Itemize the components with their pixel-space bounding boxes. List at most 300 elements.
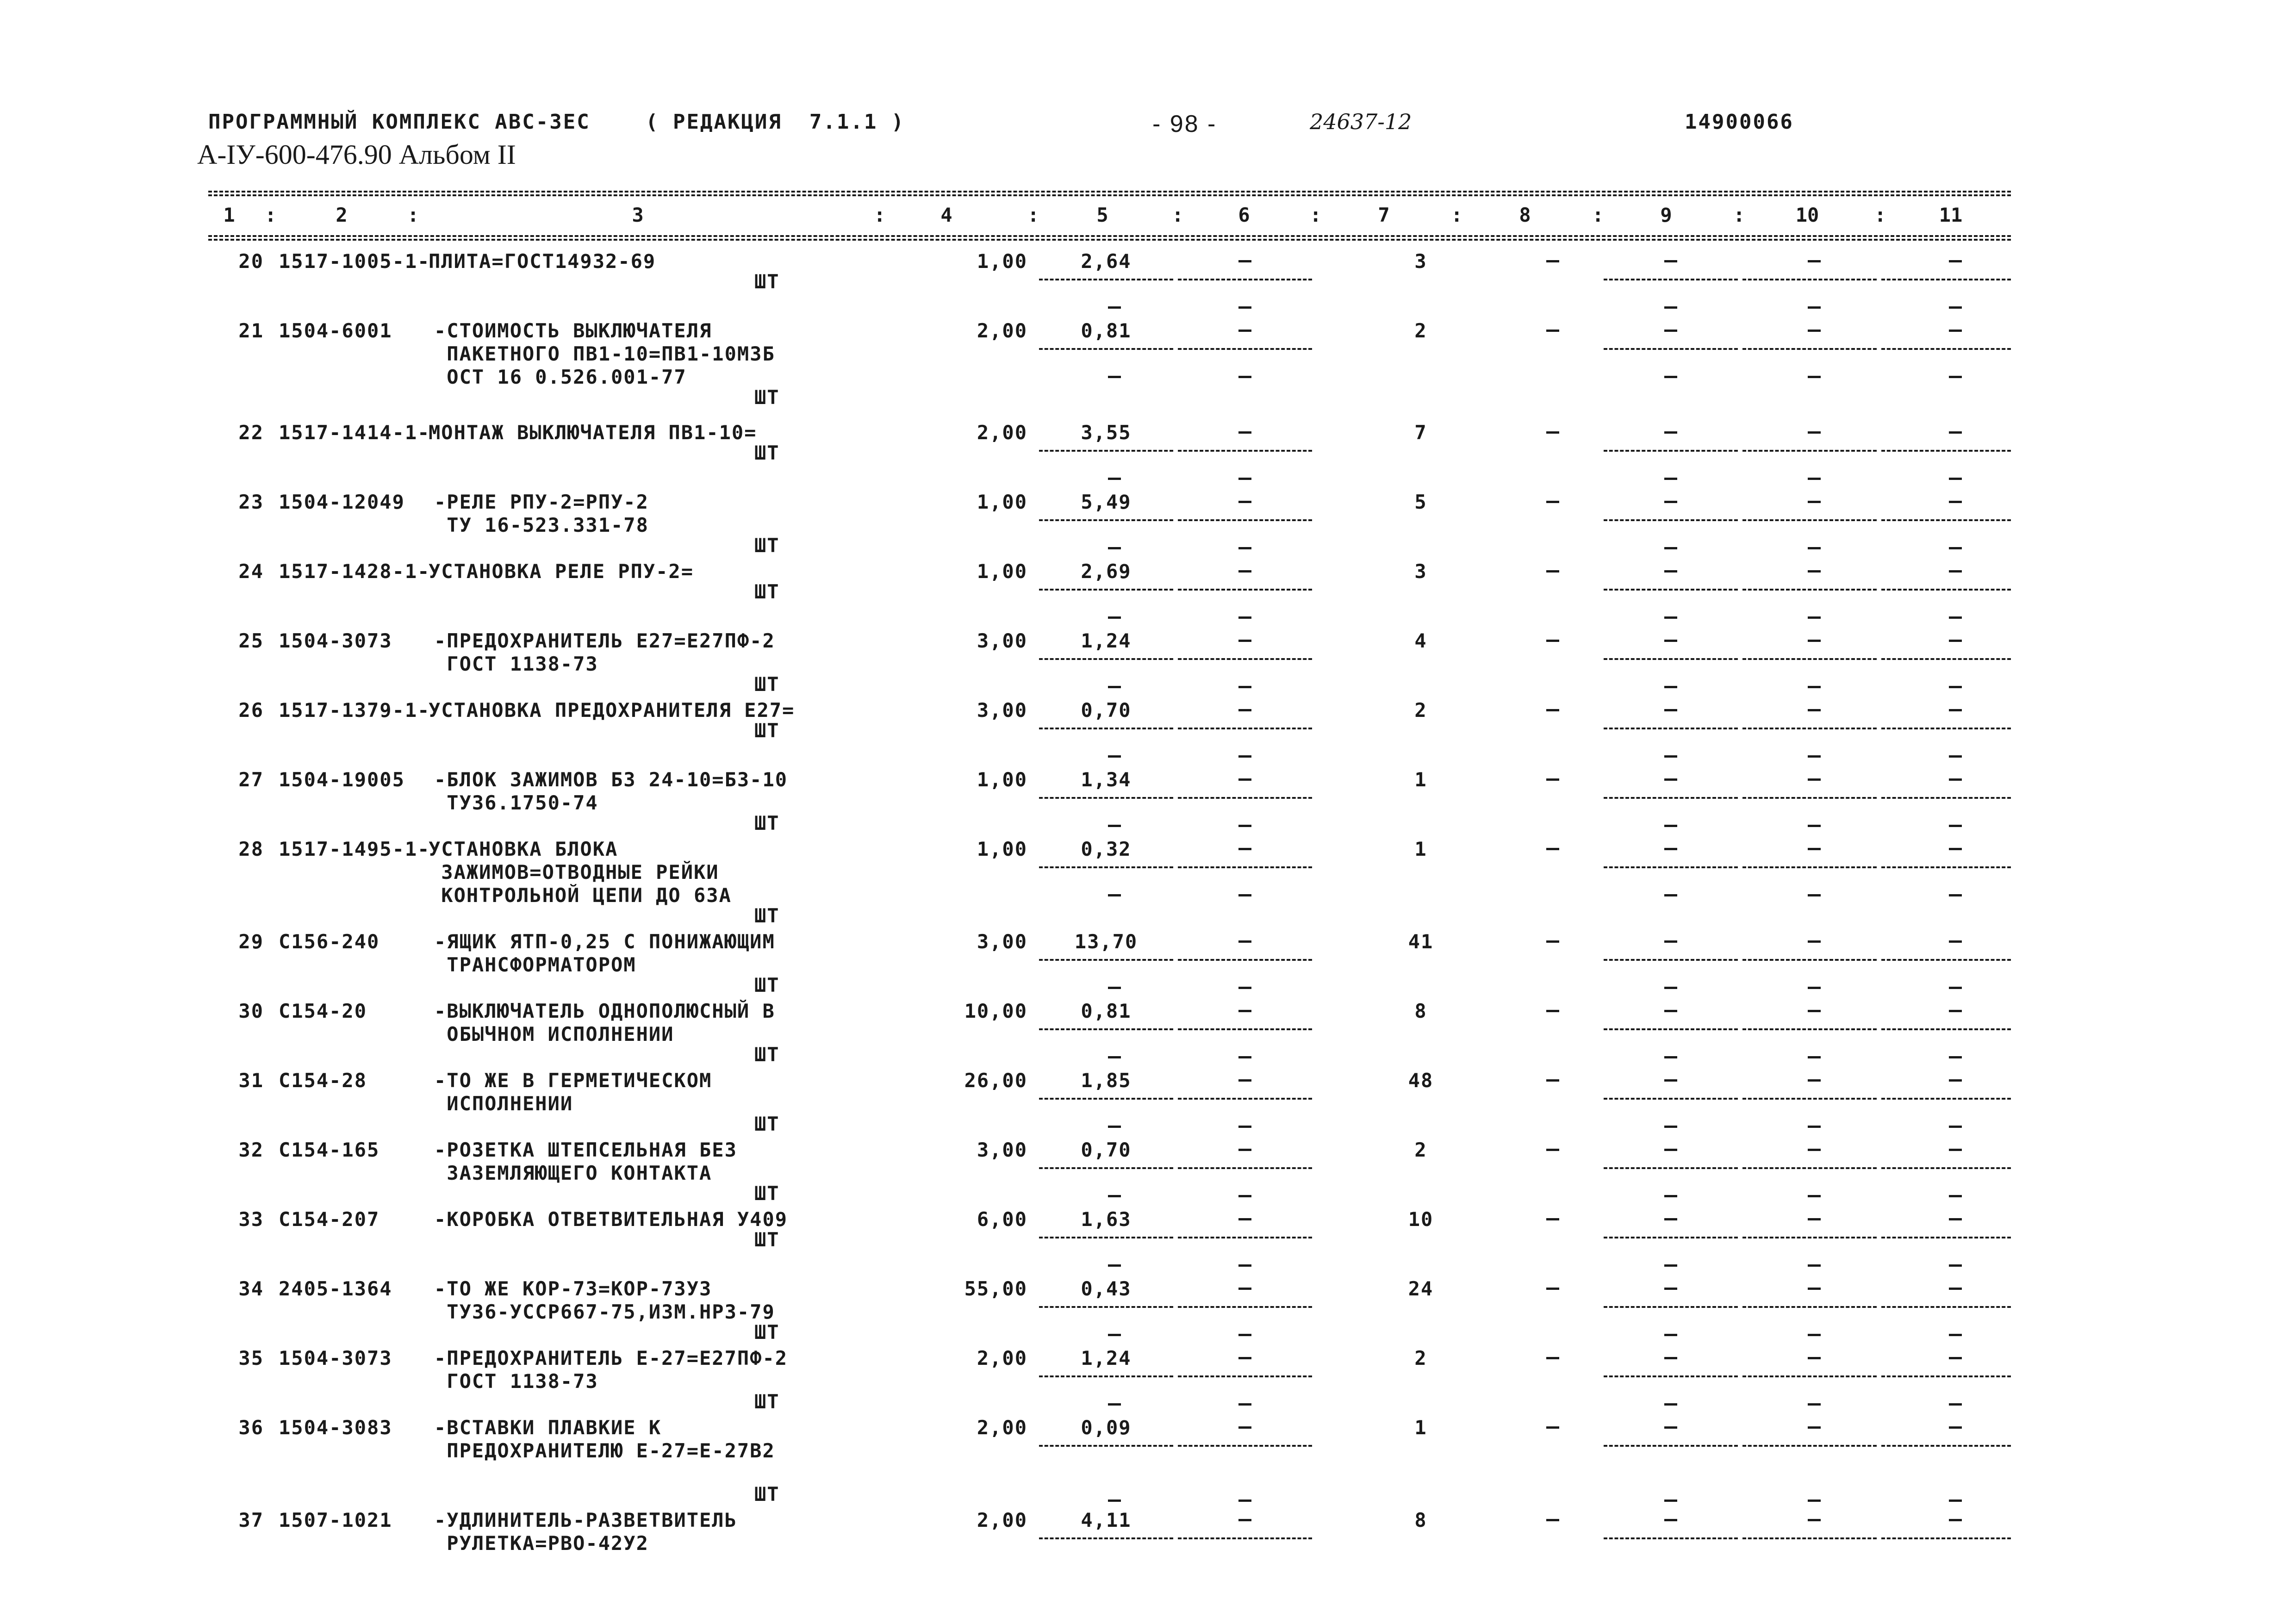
header-rule-bottom-2 bbox=[208, 239, 2011, 241]
row-description: УСТАНОВКА БЛОКА ЗАЖИМОВ=ОТВОДНЫЕ РЕЙКИ КОНТРОЛЬНОЙ ЦЕПИ ДО 63А bbox=[429, 838, 732, 907]
row-number: 23 bbox=[238, 491, 264, 513]
row-total: 2 bbox=[1414, 1139, 1427, 1161]
row-description: -СТОИМОСТЬ ВЫКЛЮЧАТЕЛЯ ПАКЕТНОГО ПВ1-10=ПВ1-10М3Б ОСТ 16 0.526.001-77 bbox=[434, 319, 775, 388]
empty-cell-dash bbox=[1808, 501, 1821, 503]
row-quantity: 3,00 bbox=[977, 1139, 1027, 1161]
empty-cell-dash bbox=[1808, 1149, 1821, 1151]
empty-cell-dash bbox=[1108, 755, 1121, 758]
row-unit: ШТ bbox=[754, 580, 780, 603]
row-quantity: 3,00 bbox=[977, 930, 1027, 953]
table-row bbox=[0, 250, 2296, 319]
row-description: УСТАНОВКА РЕЛЕ РПУ-2= bbox=[429, 560, 694, 583]
program-name: ПРОГРАММНЫЙ КОМПЛЕКС АВС-3ЕС bbox=[208, 110, 591, 134]
col-header: 9 bbox=[1660, 204, 1672, 226]
empty-cell-dash bbox=[1664, 1500, 1677, 1502]
cell-underline bbox=[1604, 1537, 1738, 1539]
cell-underline bbox=[1742, 728, 1877, 729]
page-number: - 98 - bbox=[1152, 111, 1217, 137]
empty-cell-dash bbox=[1808, 431, 1821, 434]
empty-cell-dash bbox=[1664, 894, 1677, 896]
cell-underline bbox=[1742, 589, 1877, 591]
empty-cell-dash bbox=[1949, 848, 1962, 850]
table-row bbox=[0, 1416, 2296, 1506]
empty-cell-dash bbox=[1546, 709, 1559, 711]
row-code: 1504-3073 bbox=[279, 1347, 392, 1369]
row-number: 35 bbox=[238, 1347, 264, 1369]
col-header: 1 bbox=[223, 204, 235, 226]
empty-cell-dash bbox=[1949, 755, 1962, 758]
empty-cell-dash bbox=[1808, 825, 1821, 827]
row-number: 27 bbox=[238, 768, 264, 791]
row-number: 30 bbox=[238, 1000, 264, 1022]
row-description: -УДЛИНИТЕЛЬ-РАЗВЕТВИТЕЛЬ РУЛЕТКА=РВО-42У2 bbox=[434, 1509, 737, 1555]
cell-underline bbox=[1178, 1445, 1312, 1447]
empty-cell-dash bbox=[1664, 1403, 1677, 1406]
table-row bbox=[0, 560, 2296, 629]
cell-underline bbox=[1742, 959, 1877, 961]
row-total: 41 bbox=[1408, 930, 1434, 953]
row-price: 0,09 bbox=[1081, 1416, 1132, 1439]
empty-cell-dash bbox=[1108, 1056, 1121, 1058]
empty-cell-dash bbox=[1949, 1079, 1962, 1082]
empty-cell-dash bbox=[1949, 1010, 1962, 1012]
empty-cell-dash bbox=[1808, 894, 1821, 896]
empty-cell-dash bbox=[1949, 1149, 1962, 1151]
empty-cell-dash bbox=[1808, 1264, 1821, 1267]
empty-cell-dash bbox=[1108, 1334, 1121, 1336]
cell-underline bbox=[1742, 1375, 1877, 1377]
row-unit: ШТ bbox=[754, 812, 780, 834]
empty-cell-dash bbox=[1238, 1079, 1251, 1082]
empty-cell-dash bbox=[1664, 1056, 1677, 1058]
col-separator: : bbox=[1592, 204, 1604, 226]
col-separator: : bbox=[874, 204, 886, 226]
empty-cell-dash bbox=[1238, 1056, 1251, 1058]
row-unit: ШТ bbox=[754, 1483, 780, 1506]
cell-underline bbox=[1881, 866, 2011, 868]
cell-underline bbox=[1039, 728, 1173, 729]
cell-underline bbox=[1881, 589, 2011, 591]
empty-cell-dash bbox=[1808, 640, 1821, 642]
row-total: 10 bbox=[1408, 1208, 1434, 1231]
row-code: 1517-1428-1- bbox=[279, 560, 430, 583]
empty-cell-dash bbox=[1546, 1288, 1559, 1290]
row-quantity: 1,00 bbox=[977, 768, 1027, 791]
row-code: 1504-6001 bbox=[279, 319, 392, 342]
row-price: 0,70 bbox=[1081, 1139, 1132, 1161]
empty-cell-dash bbox=[1949, 1334, 1962, 1336]
row-quantity: 55,00 bbox=[964, 1277, 1027, 1300]
cell-underline bbox=[1039, 519, 1173, 521]
row-description: -КОРОБКА ОТВЕТВИТЕЛЬНАЯ У409 bbox=[434, 1208, 788, 1231]
empty-cell-dash bbox=[1238, 376, 1251, 378]
row-number: 37 bbox=[238, 1509, 264, 1531]
empty-cell-dash bbox=[1108, 686, 1121, 688]
row-price: 0,32 bbox=[1081, 838, 1132, 860]
row-total: 1 bbox=[1414, 1416, 1427, 1439]
empty-cell-dash bbox=[1108, 987, 1121, 989]
cell-underline bbox=[1881, 1167, 2011, 1169]
cell-underline bbox=[1742, 1167, 1877, 1169]
empty-cell-dash bbox=[1238, 616, 1251, 619]
cell-underline bbox=[1881, 1537, 2011, 1539]
col-header: 5 bbox=[1096, 204, 1108, 226]
row-code: 1507-1021 bbox=[279, 1509, 392, 1531]
empty-cell-dash bbox=[1949, 260, 1962, 262]
cell-underline bbox=[1604, 1237, 1738, 1238]
empty-cell-dash bbox=[1808, 940, 1821, 943]
row-price: 3,55 bbox=[1081, 421, 1132, 444]
row-number: 34 bbox=[238, 1277, 264, 1300]
cell-underline bbox=[1039, 1167, 1173, 1169]
cell-underline bbox=[1604, 1167, 1738, 1169]
row-quantity: 1,00 bbox=[977, 838, 1027, 860]
cell-underline bbox=[1178, 589, 1312, 591]
empty-cell-dash bbox=[1664, 431, 1677, 434]
cell-underline bbox=[1604, 348, 1738, 350]
cell-underline bbox=[1178, 1028, 1312, 1030]
cell-underline bbox=[1881, 1028, 2011, 1030]
row-number: 26 bbox=[238, 699, 264, 722]
row-description: -ПРЕДОХРАНИТЕЛЬ Е-27=Е27ПФ-2 ГОСТ 1138-73 bbox=[434, 1347, 788, 1393]
table-row bbox=[0, 1509, 2296, 1578]
empty-cell-dash bbox=[1238, 848, 1251, 850]
cell-underline bbox=[1742, 348, 1877, 350]
row-unit: ШТ bbox=[754, 1113, 780, 1135]
row-total: 5 bbox=[1414, 491, 1427, 513]
table-row bbox=[0, 629, 2296, 699]
cell-underline bbox=[1178, 797, 1312, 799]
empty-cell-dash bbox=[1546, 1079, 1559, 1082]
cell-underline bbox=[1881, 658, 2011, 660]
header-rule-top bbox=[208, 191, 2011, 193]
empty-cell-dash bbox=[1238, 1519, 1251, 1521]
empty-cell-dash bbox=[1808, 1403, 1821, 1406]
row-code: 1517-1495-1- bbox=[279, 838, 430, 860]
empty-cell-dash bbox=[1949, 987, 1962, 989]
cell-underline bbox=[1604, 1445, 1738, 1447]
empty-cell-dash bbox=[1238, 1195, 1251, 1197]
empty-cell-dash bbox=[1808, 330, 1821, 332]
cell-underline bbox=[1039, 1306, 1173, 1308]
row-quantity: 2,00 bbox=[977, 421, 1027, 444]
empty-cell-dash bbox=[1238, 1010, 1251, 1012]
empty-cell-dash bbox=[1949, 1357, 1962, 1359]
row-price: 5,49 bbox=[1081, 491, 1132, 513]
cell-underline bbox=[1604, 450, 1738, 452]
empty-cell-dash bbox=[1949, 1218, 1962, 1220]
empty-cell-dash bbox=[1238, 478, 1251, 480]
empty-cell-dash bbox=[1664, 1149, 1677, 1151]
cell-underline bbox=[1178, 959, 1312, 961]
row-unit: ШТ bbox=[754, 1228, 780, 1251]
cell-underline bbox=[1742, 658, 1877, 660]
empty-cell-dash bbox=[1808, 616, 1821, 619]
table-row bbox=[0, 768, 2296, 838]
row-quantity: 2,00 bbox=[977, 1347, 1027, 1369]
cell-underline bbox=[1604, 1098, 1738, 1100]
empty-cell-dash bbox=[1949, 940, 1962, 943]
empty-cell-dash bbox=[1238, 1426, 1251, 1429]
empty-cell-dash bbox=[1664, 755, 1677, 758]
empty-cell-dash bbox=[1808, 376, 1821, 378]
empty-cell-dash bbox=[1238, 547, 1251, 549]
row-number: 29 bbox=[238, 930, 264, 953]
empty-cell-dash bbox=[1949, 825, 1962, 827]
empty-cell-dash bbox=[1108, 1403, 1121, 1406]
empty-cell-dash bbox=[1949, 1403, 1962, 1406]
empty-cell-dash bbox=[1664, 1519, 1677, 1521]
empty-cell-dash bbox=[1664, 1218, 1677, 1220]
row-quantity: 3,00 bbox=[977, 629, 1027, 652]
row-number: 36 bbox=[238, 1416, 264, 1439]
row-price: 1,85 bbox=[1081, 1069, 1132, 1092]
empty-cell-dash bbox=[1808, 1195, 1821, 1197]
row-code: С156-240 bbox=[279, 930, 380, 953]
row-description: -ЯЩИК ЯТП-0,25 С ПОНИЖАЮЩИМ ТРАНСФОРМАТОРОМ bbox=[434, 930, 775, 976]
empty-cell-dash bbox=[1808, 987, 1821, 989]
col-separator: : bbox=[1733, 204, 1745, 226]
empty-cell-dash bbox=[1808, 1218, 1821, 1220]
cell-underline bbox=[1604, 959, 1738, 961]
empty-cell-dash bbox=[1238, 1334, 1251, 1336]
empty-cell-dash bbox=[1949, 894, 1962, 896]
empty-cell-dash bbox=[1664, 940, 1677, 943]
empty-cell-dash bbox=[1664, 1426, 1677, 1429]
cell-underline bbox=[1604, 658, 1738, 660]
row-total: 2 bbox=[1414, 319, 1427, 342]
empty-cell-dash bbox=[1808, 260, 1821, 262]
cell-underline bbox=[1039, 589, 1173, 591]
table-row bbox=[0, 930, 2296, 1000]
cell-underline bbox=[1742, 1098, 1877, 1100]
cell-underline bbox=[1881, 450, 2011, 452]
row-number: 22 bbox=[238, 421, 264, 444]
empty-cell-dash bbox=[1949, 1426, 1962, 1429]
col-header: 10 bbox=[1795, 204, 1819, 226]
cell-underline bbox=[1178, 728, 1312, 729]
cell-underline bbox=[1178, 866, 1312, 868]
col-header: 7 bbox=[1378, 204, 1390, 226]
cell-underline bbox=[1039, 658, 1173, 660]
empty-cell-dash bbox=[1949, 1126, 1962, 1128]
cell-underline bbox=[1178, 1375, 1312, 1377]
album-label: А-IУ-600-476.90 Альбом II bbox=[197, 139, 516, 170]
empty-cell-dash bbox=[1238, 640, 1251, 642]
empty-cell-dash bbox=[1664, 376, 1677, 378]
empty-cell-dash bbox=[1664, 478, 1677, 480]
row-unit: ШТ bbox=[754, 1321, 780, 1344]
row-price: 0,70 bbox=[1081, 699, 1132, 722]
empty-cell-dash bbox=[1546, 1519, 1559, 1521]
col-separator: : bbox=[1451, 204, 1463, 226]
cell-underline bbox=[1178, 450, 1312, 452]
empty-cell-dash bbox=[1108, 376, 1121, 378]
empty-cell-dash bbox=[1238, 940, 1251, 943]
empty-cell-dash bbox=[1108, 616, 1121, 619]
empty-cell-dash bbox=[1664, 306, 1677, 309]
row-description: -ВЫКЛЮЧАТЕЛЬ ОДНОПОЛЮСНЫЙ В ОБЫЧНОМ ИСПОЛНЕНИИ bbox=[434, 1000, 775, 1045]
col-header: 6 bbox=[1238, 204, 1250, 226]
cell-underline bbox=[1604, 728, 1738, 729]
cell-underline bbox=[1742, 450, 1877, 452]
row-quantity: 3,00 bbox=[977, 699, 1027, 722]
row-description: МОНТАЖ ВЫКЛЮЧАТЕЛЯ ПВ1-10= bbox=[429, 421, 757, 444]
empty-cell-dash bbox=[1808, 686, 1821, 688]
row-price: 2,69 bbox=[1081, 560, 1132, 583]
empty-cell-dash bbox=[1808, 1334, 1821, 1336]
empty-cell-dash bbox=[1108, 894, 1121, 896]
empty-cell-dash bbox=[1238, 1357, 1251, 1359]
col-separator: : bbox=[1027, 204, 1039, 226]
header-rule-bottom bbox=[208, 235, 2011, 237]
empty-cell-dash bbox=[1808, 1519, 1821, 1521]
row-total: 1 bbox=[1414, 838, 1427, 860]
empty-cell-dash bbox=[1808, 478, 1821, 480]
row-description: -ТО ЖЕ В ГЕРМЕТИЧЕСКОМ ИСПОЛНЕНИИ bbox=[434, 1069, 712, 1115]
empty-cell-dash bbox=[1664, 778, 1677, 781]
table-row bbox=[0, 838, 2296, 927]
empty-cell-dash bbox=[1808, 709, 1821, 711]
empty-cell-dash bbox=[1238, 1126, 1251, 1128]
empty-cell-dash bbox=[1108, 1500, 1121, 1502]
cell-underline bbox=[1881, 279, 2011, 280]
empty-cell-dash bbox=[1808, 570, 1821, 572]
empty-cell-dash bbox=[1949, 501, 1962, 503]
table-row bbox=[0, 1208, 2296, 1277]
row-code: 1504-3073 bbox=[279, 629, 392, 652]
empty-cell-dash bbox=[1949, 330, 1962, 332]
empty-cell-dash bbox=[1808, 1357, 1821, 1359]
empty-cell-dash bbox=[1546, 431, 1559, 434]
cell-underline bbox=[1178, 1306, 1312, 1308]
row-code: 1504-3083 bbox=[279, 1416, 392, 1439]
row-description: -ПРЕДОХРАНИТЕЛЬ Е27=Е27ПФ-2 ГОСТ 1138-73 bbox=[434, 629, 775, 675]
cell-underline bbox=[1742, 279, 1877, 280]
col-separator: : bbox=[265, 204, 277, 226]
col-header: 3 bbox=[632, 204, 644, 226]
cell-underline bbox=[1881, 1098, 2011, 1100]
table-row bbox=[0, 1347, 2296, 1416]
empty-cell-dash bbox=[1808, 1288, 1821, 1290]
empty-cell-dash bbox=[1664, 1357, 1677, 1359]
row-code: С154-207 bbox=[279, 1208, 380, 1231]
row-price: 1,63 bbox=[1081, 1208, 1132, 1231]
empty-cell-dash bbox=[1238, 686, 1251, 688]
row-code: С154-28 bbox=[279, 1069, 367, 1092]
empty-cell-dash bbox=[1808, 755, 1821, 758]
empty-cell-dash bbox=[1664, 547, 1677, 549]
col-separator: : bbox=[407, 204, 419, 226]
cell-underline bbox=[1039, 450, 1173, 452]
cell-underline bbox=[1178, 519, 1312, 521]
empty-cell-dash bbox=[1664, 260, 1677, 262]
empty-cell-dash bbox=[1546, 260, 1559, 262]
empty-cell-dash bbox=[1238, 431, 1251, 434]
row-unit: ШТ bbox=[754, 974, 780, 996]
cell-underline bbox=[1881, 1375, 2011, 1377]
row-price: 0,81 bbox=[1081, 319, 1132, 342]
empty-cell-dash bbox=[1664, 1288, 1677, 1290]
row-quantity: 1,00 bbox=[977, 560, 1027, 583]
cell-underline bbox=[1742, 1445, 1877, 1447]
empty-cell-dash bbox=[1108, 547, 1121, 549]
cell-underline bbox=[1604, 1306, 1738, 1308]
cell-underline bbox=[1039, 1028, 1173, 1030]
row-quantity: 26,00 bbox=[964, 1069, 1027, 1092]
cell-underline bbox=[1039, 959, 1173, 961]
row-number: 31 bbox=[238, 1069, 264, 1092]
empty-cell-dash bbox=[1808, 1500, 1821, 1502]
empty-cell-dash bbox=[1238, 306, 1251, 309]
row-price: 0,43 bbox=[1081, 1277, 1132, 1300]
empty-cell-dash bbox=[1808, 1010, 1821, 1012]
empty-cell-dash bbox=[1238, 755, 1251, 758]
cell-underline bbox=[1881, 959, 2011, 961]
empty-cell-dash bbox=[1546, 570, 1559, 572]
row-price: 1,24 bbox=[1081, 629, 1132, 652]
row-quantity: 10,00 bbox=[964, 1000, 1027, 1022]
empty-cell-dash bbox=[1808, 1056, 1821, 1058]
empty-cell-dash bbox=[1664, 1195, 1677, 1197]
empty-cell-dash bbox=[1108, 306, 1121, 309]
cell-underline bbox=[1604, 589, 1738, 591]
cell-underline bbox=[1742, 797, 1877, 799]
cell-underline bbox=[1039, 348, 1173, 350]
row-description: УСТАНОВКА ПРЕДОХРАНИТЕЛЯ Е27= bbox=[429, 699, 795, 722]
row-total: 1 bbox=[1414, 768, 1427, 791]
empty-cell-dash bbox=[1808, 547, 1821, 549]
cell-underline bbox=[1039, 1098, 1173, 1100]
cell-underline bbox=[1039, 797, 1173, 799]
empty-cell-dash bbox=[1546, 1010, 1559, 1012]
empty-cell-dash bbox=[1546, 848, 1559, 850]
empty-cell-dash bbox=[1664, 709, 1677, 711]
cell-underline bbox=[1604, 866, 1738, 868]
empty-cell-dash bbox=[1949, 709, 1962, 711]
empty-cell-dash bbox=[1546, 1357, 1559, 1359]
row-description: -РОЗЕТКА ШТЕПСЕЛЬНАЯ БЕЗ ЗАЗЕМЛЯЮЩЕГО КОНТАКТА bbox=[434, 1139, 737, 1184]
cell-underline bbox=[1881, 728, 2011, 729]
col-header: 2 bbox=[336, 204, 348, 226]
row-total: 8 bbox=[1414, 1000, 1427, 1022]
row-total: 7 bbox=[1414, 421, 1427, 444]
cell-underline bbox=[1039, 1237, 1173, 1238]
empty-cell-dash bbox=[1808, 778, 1821, 781]
table-row bbox=[0, 1000, 2296, 1069]
empty-cell-dash bbox=[1664, 1264, 1677, 1267]
empty-cell-dash bbox=[1546, 640, 1559, 642]
cell-underline bbox=[1039, 279, 1173, 280]
empty-cell-dash bbox=[1949, 1500, 1962, 1502]
empty-cell-dash bbox=[1949, 778, 1962, 781]
empty-cell-dash bbox=[1546, 1149, 1559, 1151]
empty-cell-dash bbox=[1238, 894, 1251, 896]
row-total: 3 bbox=[1414, 250, 1427, 273]
row-total: 8 bbox=[1414, 1509, 1427, 1531]
cell-underline bbox=[1178, 279, 1312, 280]
empty-cell-dash bbox=[1238, 501, 1251, 503]
row-total: 2 bbox=[1414, 699, 1427, 722]
empty-cell-dash bbox=[1546, 501, 1559, 503]
cell-underline bbox=[1742, 1306, 1877, 1308]
cell-underline bbox=[1881, 348, 2011, 350]
cell-underline bbox=[1881, 797, 2011, 799]
empty-cell-dash bbox=[1238, 987, 1251, 989]
row-number: 32 bbox=[238, 1139, 264, 1161]
table-row bbox=[0, 1139, 2296, 1208]
cell-underline bbox=[1742, 1237, 1877, 1238]
